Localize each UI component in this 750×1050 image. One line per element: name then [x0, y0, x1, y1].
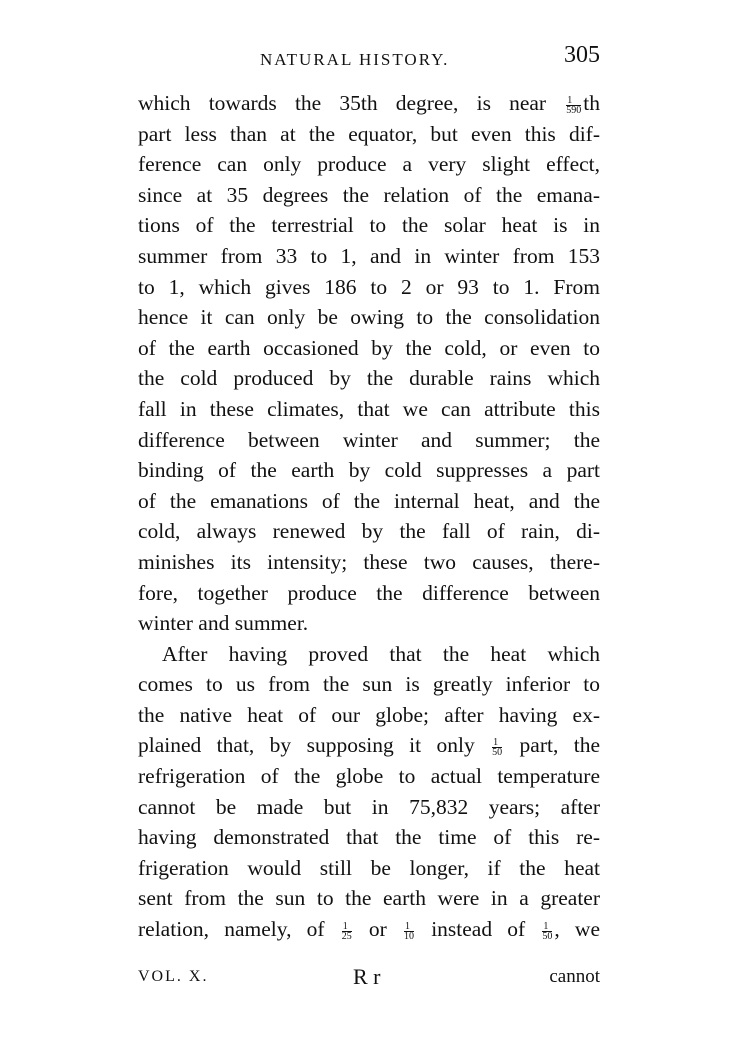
text-line	[138, 547, 600, 578]
text-line	[138, 394, 600, 425]
volume-label: VOL. X.	[138, 968, 209, 985]
text-segment: fore, together produce the difference between	[138, 580, 600, 605]
text-line	[138, 822, 600, 853]
text-line	[138, 425, 600, 456]
page-number: 305	[564, 42, 600, 68]
text-line	[138, 516, 600, 547]
fraction-numerator: 1	[542, 922, 552, 932]
text-segment: the cold produced by the durable rains which	[138, 366, 600, 391]
fraction-numerator: 1	[404, 922, 414, 932]
fraction	[566, 96, 581, 115]
body-text	[138, 88, 600, 945]
text-segment: of the earth occasioned by the cold, or even to	[138, 335, 600, 360]
text-segment: binding of the earth by cold suppresses a part	[138, 458, 600, 483]
text-segment: the native heat of our globe; after having ex-	[138, 702, 600, 727]
text-line	[138, 669, 600, 700]
text-line	[138, 853, 600, 884]
text-segment: which towards the 35th degree, is near	[138, 91, 565, 115]
signature-mark: R r	[353, 964, 381, 989]
fraction-denominator: 25	[341, 930, 352, 942]
fraction-denominator: 50	[542, 930, 553, 942]
text-line	[138, 88, 600, 119]
text-line	[138, 792, 600, 823]
fraction-numerator: 1	[342, 922, 352, 932]
running-title: NATURAL HISTORY.	[260, 50, 450, 69]
text-line	[138, 210, 600, 241]
catchword: cannot	[549, 966, 600, 987]
text-segment: winter and summer.	[138, 611, 309, 636]
text-segment: cold, always renewed by the fall of rain, di-	[138, 519, 600, 544]
text-line	[138, 241, 600, 272]
text-segment: to 1, which gives 186 to 2 or 93 to 1. From	[138, 274, 600, 299]
text-segment: part, the	[504, 733, 600, 758]
text-line	[138, 363, 600, 394]
fraction	[542, 922, 552, 941]
text-segment: refrigeration of the globe to actual temperature	[138, 764, 600, 789]
fraction	[404, 922, 414, 941]
text-line	[138, 761, 600, 792]
text-segment: tions of the terrestrial to the solar heat is in	[138, 213, 600, 238]
fraction-denominator: 590	[566, 104, 582, 116]
text-line	[138, 608, 600, 639]
text-line	[138, 149, 600, 180]
text-line	[138, 700, 600, 731]
text-line	[138, 180, 600, 211]
text-segment: or	[353, 917, 403, 942]
text-line	[138, 639, 600, 670]
text-segment: cannot be made but in 75,832 years; after	[138, 794, 600, 819]
text-segment: frigeration would still be longer, if the heat	[138, 855, 600, 880]
fraction-numerator: 1	[566, 96, 581, 106]
text-segment: instead of	[416, 917, 541, 942]
text-line	[138, 730, 600, 761]
fraction	[492, 738, 502, 757]
text-line	[138, 578, 600, 609]
text-segment: fall in these climates, that we can attribute this	[138, 396, 600, 421]
text-line	[138, 302, 600, 333]
text-segment: hence it can only be owing to the consolidation	[138, 305, 600, 330]
text-segment: part less than at the equator, but even this dif-	[138, 121, 600, 146]
fraction	[342, 922, 352, 941]
text-segment: comes to us from the sun is greatly inferior to	[138, 672, 600, 697]
text-line	[138, 119, 600, 150]
fraction-denominator: 10	[404, 930, 415, 942]
text-line	[138, 333, 600, 364]
fraction-denominator: 50	[492, 747, 503, 759]
fraction-numerator: 1	[492, 738, 502, 748]
text-segment: difference between winter and summer; the	[138, 427, 600, 452]
text-line	[138, 883, 600, 914]
text-segment: After having proved that the heat which	[162, 641, 600, 666]
text-segment: relation, namely, of	[138, 917, 340, 942]
text-segment: having demonstrated that the time of this re-	[138, 825, 600, 850]
text-line	[138, 486, 600, 517]
text-segment: summer from 33 to 1, and in winter from 153	[138, 243, 600, 268]
text-segment: of the emanations of the internal heat, and the	[138, 488, 600, 513]
text-segment: since at 35 degrees the relation of the emana-	[138, 182, 600, 207]
text-line	[138, 914, 600, 945]
text-segment: th	[583, 91, 600, 115]
text-segment: plained that, by supposing it only	[138, 733, 491, 758]
text-line	[138, 455, 600, 486]
text-segment: ference can only produce a very slight effect,	[138, 152, 600, 177]
text-segment: minishes its intensity; these two causes, there-	[138, 549, 600, 574]
text-segment: sent from the sun to the earth were in a greater	[138, 886, 600, 911]
text-line	[138, 272, 600, 303]
page-footer	[138, 964, 600, 994]
text-segment: , we	[554, 917, 600, 942]
